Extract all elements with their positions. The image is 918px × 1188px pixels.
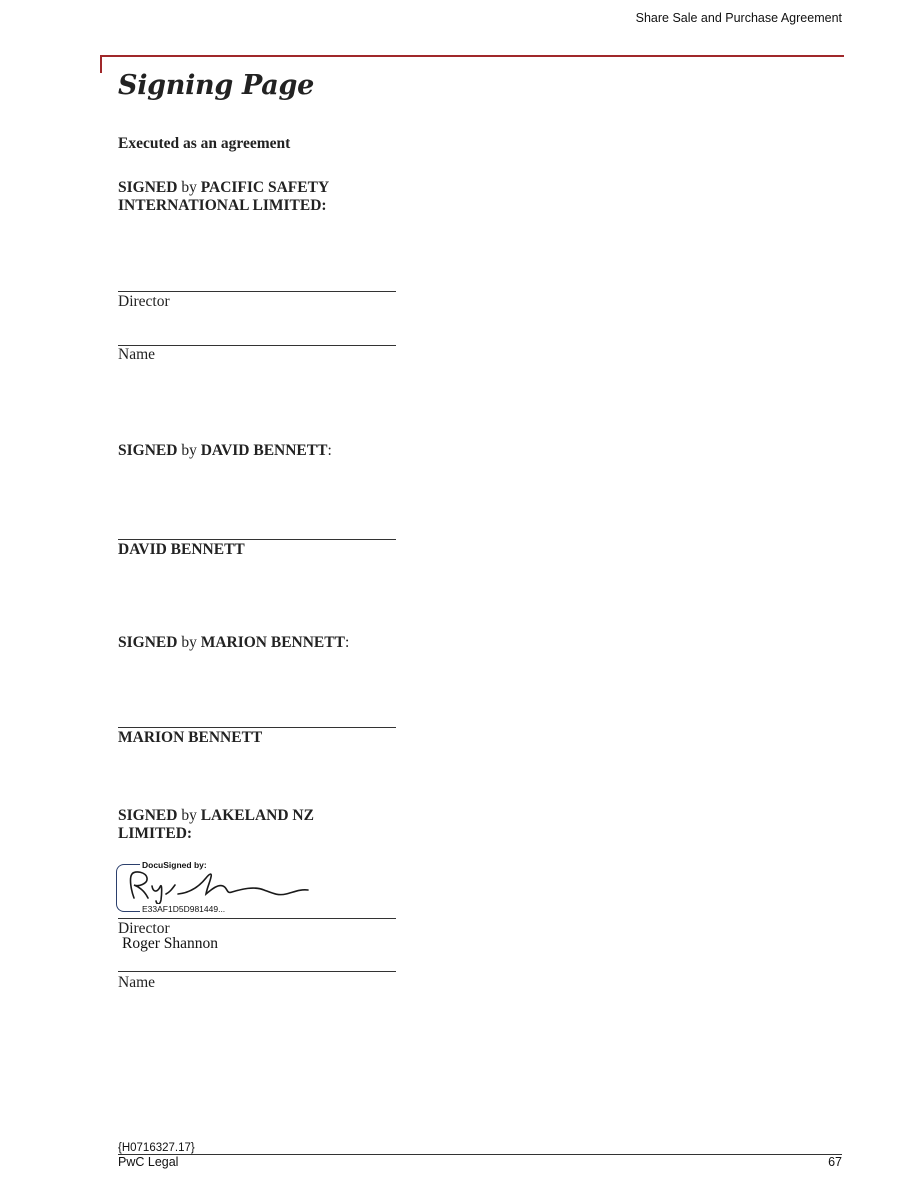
signatory-name-marion: MARION BENNETT bbox=[118, 729, 263, 746]
name-label: Name bbox=[118, 346, 156, 363]
page-title: Signing Page bbox=[118, 70, 314, 101]
clause-colon: : bbox=[186, 825, 193, 842]
by-word: by bbox=[181, 807, 197, 824]
name-line-lakeland[interactable] bbox=[118, 971, 396, 972]
party-name-line1: PACIFIC SAFETY bbox=[200, 179, 330, 196]
signature-line-lakeland-director[interactable] bbox=[118, 918, 396, 919]
party-name-line2: LIMITED bbox=[118, 825, 187, 842]
docusign-envelope-code: E33AF1D5D981449... bbox=[142, 904, 226, 914]
party-name-line1: LAKELAND NZ bbox=[200, 807, 314, 824]
signature-line-pacific-director[interactable] bbox=[118, 291, 396, 292]
role-label-director: Director bbox=[118, 920, 170, 937]
signed-word: SIGNED bbox=[118, 807, 178, 824]
name-line-pacific[interactable] bbox=[118, 345, 396, 346]
signed-word: SIGNED bbox=[118, 442, 178, 459]
by-word: by bbox=[181, 634, 197, 651]
docusign-label: DocuSigned by: bbox=[142, 860, 207, 870]
document-title: Share Sale and Purchase Agreement bbox=[635, 11, 842, 25]
signatory-name-david: DAVID BENNETT bbox=[118, 541, 245, 558]
footer-firm-name: PwC Legal bbox=[118, 1155, 179, 1169]
handwritten-signature bbox=[122, 868, 312, 906]
party-name-line2: INTERNATIONAL LIMITED bbox=[118, 197, 322, 214]
signing-clause-david bbox=[118, 442, 332, 460]
execution-statement: Executed as an agreement bbox=[118, 135, 291, 152]
signature-line-david[interactable] bbox=[118, 539, 396, 540]
by-word: by bbox=[181, 442, 197, 459]
signing-clause-lakeland-cont bbox=[118, 825, 192, 843]
signing-clause-pacific bbox=[118, 179, 329, 197]
name-label: Name bbox=[118, 974, 156, 991]
signed-word: SIGNED bbox=[118, 179, 178, 196]
header-accent-rule bbox=[100, 55, 844, 57]
signing-clause-pacific-cont bbox=[118, 197, 327, 215]
signing-clause-lakeland bbox=[118, 807, 314, 825]
signed-word: SIGNED bbox=[118, 634, 178, 651]
signing-clause-marion bbox=[118, 634, 349, 652]
party-name: DAVID BENNETT bbox=[200, 442, 328, 459]
clause-colon: : bbox=[344, 634, 350, 651]
document-reference: {H0716327.17} bbox=[118, 1142, 195, 1154]
party-name: MARION BENNETT bbox=[200, 634, 345, 651]
clause-colon: : bbox=[321, 197, 327, 214]
signature-line-marion[interactable] bbox=[118, 727, 396, 728]
by-word: by bbox=[181, 179, 197, 196]
page-number: 67 bbox=[828, 1155, 842, 1169]
header-accent-corner bbox=[100, 55, 102, 73]
signer-name: Roger Shannon bbox=[122, 935, 219, 952]
footer-rule bbox=[118, 1154, 842, 1155]
clause-colon: : bbox=[327, 442, 332, 459]
role-label-director: Director bbox=[118, 293, 170, 310]
